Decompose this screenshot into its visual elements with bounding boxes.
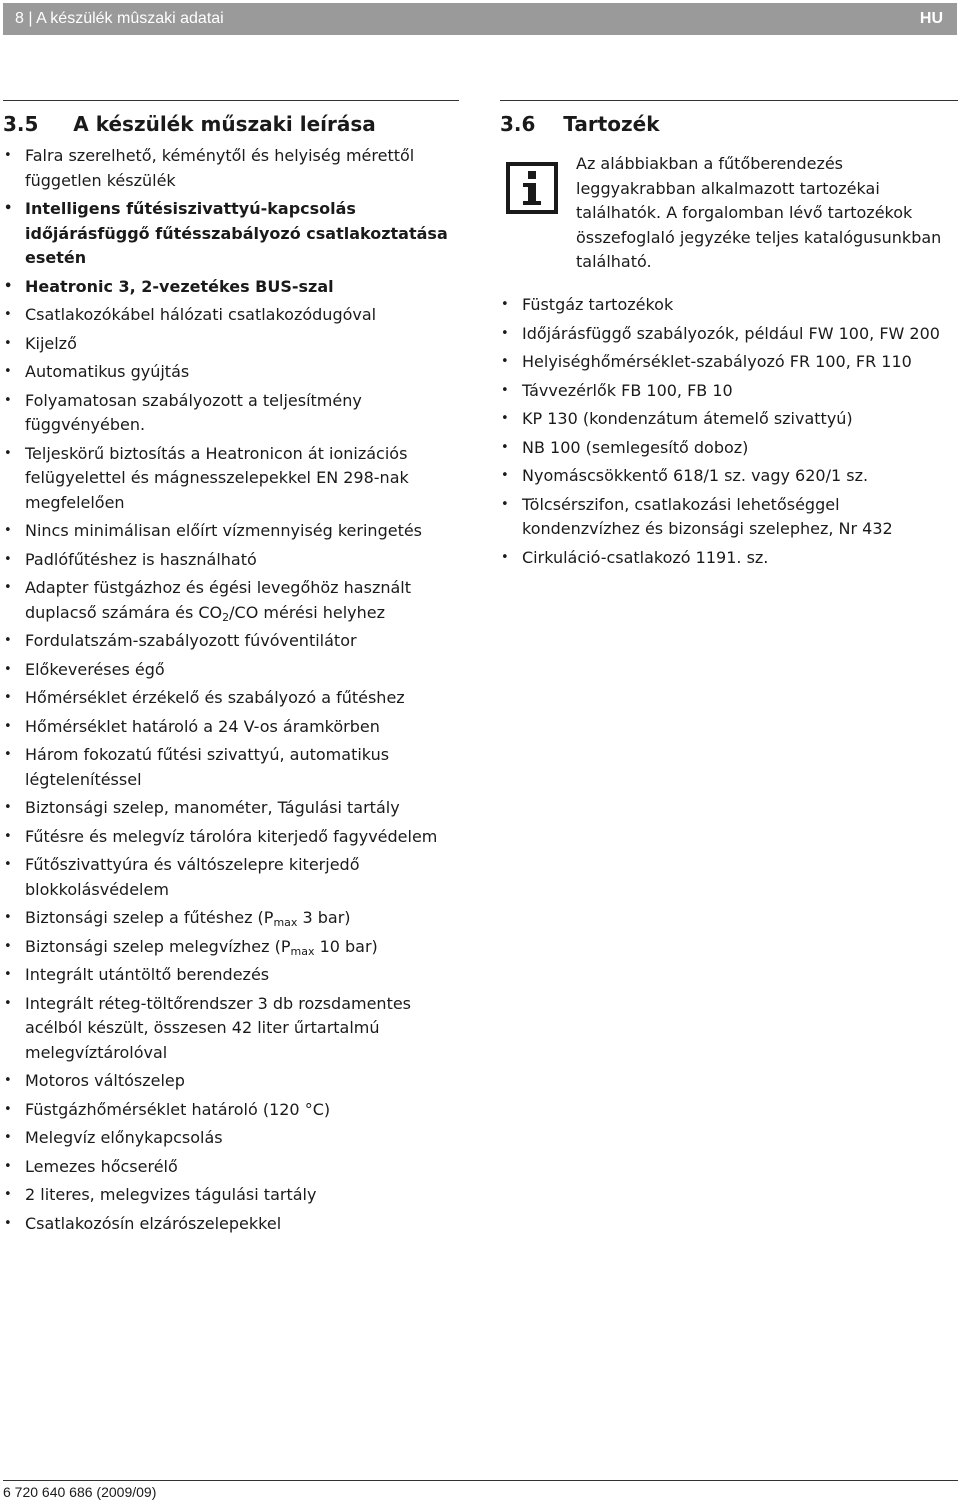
list-item: • Biztonsági szelep a fűtéshez ($P_{max}$ 3 bar) bbox=[3, 906, 459, 931]
list-item: • Falra szerelhető, kéménytől és helyiség mérettől független készülék bbox=[3, 144, 459, 193]
list-item: • Távvezérlők FB 100, FB 10 bbox=[500, 379, 956, 404]
section-number: 3.6 bbox=[500, 112, 536, 136]
page-header bbox=[3, 3, 957, 35]
list-item: • NB 100 (semlegesítő doboz) bbox=[500, 436, 956, 461]
left-column-rule bbox=[3, 100, 459, 101]
accessory-list bbox=[500, 293, 956, 574]
list-item: • Hőmérséklet érzékelő és szabályozó a fűtéshez bbox=[3, 686, 459, 711]
list-item: • Tölcsérszifon, csatlakozási lehetőséggel kondenzvízhez és bizonsági szelephez, Nr 432 bbox=[500, 493, 956, 542]
list-item: • 2 literes, melegvizes tágulási tartály bbox=[3, 1183, 459, 1208]
list-item: • Hőmérséklet határoló a 24 V-os áramkörben bbox=[3, 715, 459, 740]
list-item: • Helyiséghőmérséklet-szabályozó FR 100, FR 110 bbox=[500, 350, 956, 375]
list-item: • Fűtőszivattyúra és váltószelepre kiterjedő blokkolásvédelem bbox=[3, 853, 459, 902]
list-item: • Három fokozatú fűtési szivattyú, automatikus légtelenítéssel bbox=[3, 743, 459, 792]
list-item: • Adapter füstgázhoz és égési levegőhöz használt duplacső számára és $CO_2/CO$ mérési helyhez bbox=[3, 576, 459, 625]
section-title-text: Tartozék bbox=[563, 112, 660, 136]
list-item: • Melegvíz előnykapcsolás bbox=[3, 1126, 459, 1151]
list-item: • Nyomáscsökkentő 618/1 sz. vagy 620/1 sz. bbox=[500, 464, 956, 489]
info-note-text: Az alábbiakban a fűtőberendezés leggyakrabban alkalmazott tartozékai találhatók. A forgalomban lévő tartozékok összefoglaló jegyzéke teljes katalógusunkban található. bbox=[576, 154, 942, 271]
list-item: • Biztonsági szelep, manométer, Tágulási tartály bbox=[3, 796, 459, 821]
list-item: • KP 130 (kondenzátum átemelő szivattyú) bbox=[500, 407, 956, 432]
list-item: • Fordulatszám-szabályozott fúvóventilátor bbox=[3, 629, 459, 654]
page-label: 8 | A készülék mûszaki adatai bbox=[15, 10, 224, 27]
list-item: • Automatikus gyújtás bbox=[3, 360, 459, 385]
list-item: • Integrált utántöltő berendezés bbox=[3, 963, 459, 988]
section-title-text: A készülék műszaki leírása bbox=[73, 112, 376, 136]
document-code: 6 720 640 686 (2009/09) bbox=[3, 1484, 157, 1500]
language-code: HU bbox=[919, 10, 943, 27]
list-item: • Csatlakozósín elzárószelepekkel bbox=[3, 1212, 459, 1237]
list-item: • Folyamatosan szabályozott a teljesítmény függvényében. bbox=[3, 389, 459, 438]
list-item: • Időjárásfüggő szabályozók, például FW 100, FW 200 bbox=[500, 322, 956, 347]
section-title-accessories bbox=[500, 112, 660, 136]
list-item: • Füstgáz tartozékok bbox=[500, 293, 956, 318]
list-item: • Teljeskörű biztosítás a Heatronicon át ionizációs felügyelettel és mágnesszelepekkel EN 298-nak megfelelően bbox=[3, 442, 459, 516]
info-icon bbox=[506, 162, 558, 214]
feature-list bbox=[3, 144, 459, 1240]
list-item: • Biztonsági szelep melegvízhez ($P_{max}$ 10 bar) bbox=[3, 935, 459, 960]
list-item: • Nincs minimálisan előírt vízmennyiség keringetés bbox=[3, 519, 459, 544]
list-item: • Integrált réteg-töltőrendszer 3 db rozsdamentes acélból készült, összesen 42 liter űrtartalmú melegvíztárolóval bbox=[3, 992, 459, 1066]
section-number: 3.5 bbox=[3, 112, 39, 136]
list-item: • Intelligens fűtésiszivattyú-kapcsolás időjárásfüggő fűtésszabályozó csatlakoztatása esetén bbox=[3, 197, 459, 271]
right-column-rule bbox=[500, 100, 958, 101]
footer-rule bbox=[3, 1480, 958, 1481]
list-item: • Előkeveréses égő bbox=[3, 658, 459, 683]
list-item: • Fűtésre és melegvíz tárolóra kiterjedő fagyvédelem bbox=[3, 825, 459, 850]
list-item: • Padlófűtéshez is használható bbox=[3, 548, 459, 573]
section-title-description bbox=[3, 112, 376, 136]
list-item: • Kijelző bbox=[3, 332, 459, 357]
list-item: • Cirkuláció-csatlakozó 1191. sz. bbox=[500, 546, 956, 571]
list-item: • Motoros váltószelep bbox=[3, 1069, 459, 1094]
list-item: • Heatronic 3, 2-vezetékes BUS-szal bbox=[3, 275, 459, 300]
list-item: • Csatlakozókábel hálózati csatlakozódugóval bbox=[3, 303, 459, 328]
list-item: • Füstgázhőmérséklet határoló (120 °C) bbox=[3, 1098, 459, 1123]
list-item: • Lemezes hőcserélő bbox=[3, 1155, 459, 1180]
